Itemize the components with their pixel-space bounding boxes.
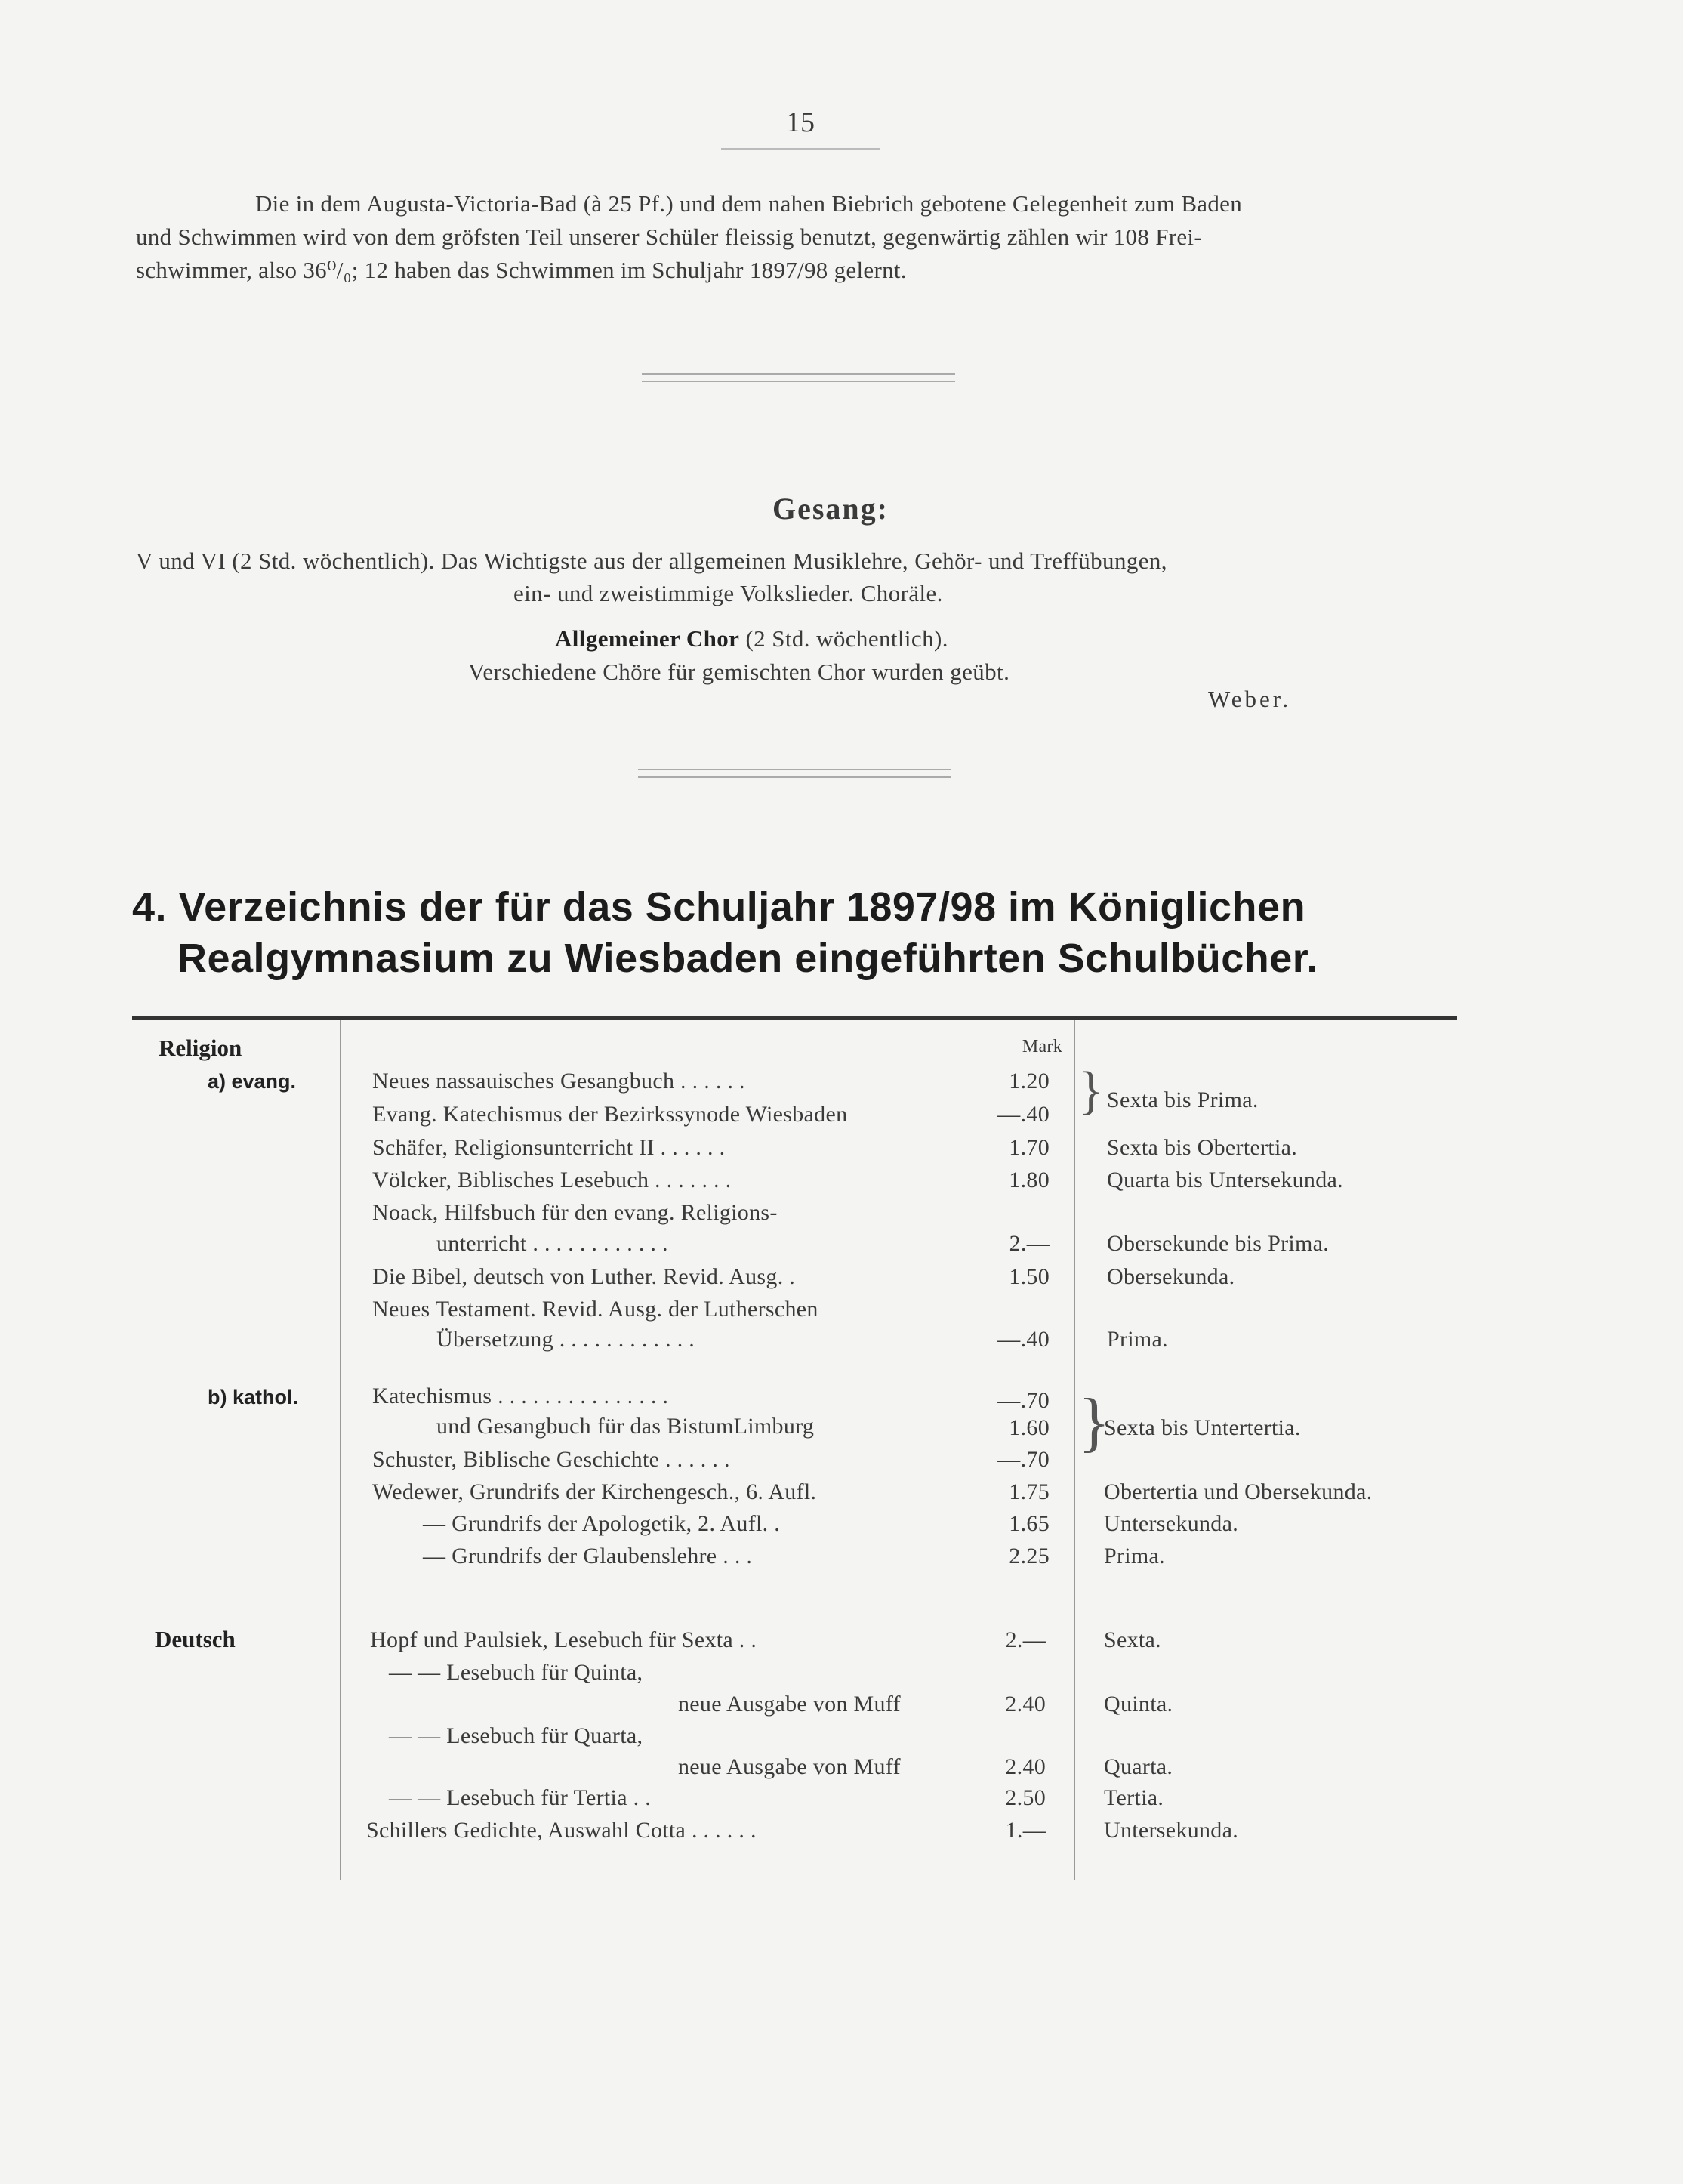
section-divider-2 [638, 769, 951, 778]
table-row-title: Noack, Hilfsbuch für den evang. Religions- [372, 1200, 778, 1225]
gesang-line-1: V und VI (2 Std. wöchentlich). Das Wichtigste aus der allgemeinen Musiklehre, Gehör- und Treffübungen, [136, 548, 1167, 574]
table-divider-left [340, 1020, 341, 1880]
table-row-title: Schäfer, Religionsunterricht II . . . . . . [372, 1135, 726, 1160]
table-row-price: 1.— [1005, 1818, 1046, 1843]
table-row-class: Quinta. [1104, 1692, 1173, 1717]
table-row-class: Obertertia und Obersekunda. [1104, 1479, 1373, 1504]
allgemeiner-chor-hours: (2 Std. wöchentlich). [739, 625, 948, 652]
table-row-price: —.70 [997, 1447, 1050, 1472]
evang-label: a) evang. [208, 1070, 297, 1093]
table-row-title: neue Ausgabe von Muff [678, 1754, 901, 1779]
deutsch-label: Deutsch [155, 1626, 236, 1652]
table-row-price: 1.50 [1009, 1264, 1050, 1289]
table-row-title: Wedewer, Grundrifs der Kirchengesch., 6. Aufl. [372, 1479, 817, 1504]
table-row-price: 2.— [1005, 1627, 1046, 1652]
table-row-price: 1.20 [1009, 1069, 1050, 1094]
table-row-title: Die Bibel, deutsch von Luther. Revid. Ausg. . [372, 1264, 796, 1289]
table-row-title: — Grundrifs der Apologetik, 2. Aufl. . [423, 1511, 781, 1536]
swim-paragraph [136, 187, 1465, 287]
table-row-class: Sexta bis Obertertia. [1107, 1135, 1298, 1160]
section-divider-1 [642, 373, 955, 382]
table-row-title: und Gesangbuch für das BistumLimburg [436, 1414, 815, 1439]
swim-line-1: Die in dem Augusta-Victoria-Bad (à 25 Pf.) und dem nahen Biebrich gebotene Gelegenheit zum Baden [255, 190, 1243, 217]
table-row-class: Untersekunda. [1104, 1511, 1239, 1536]
table-row-price: 2.40 [1005, 1692, 1046, 1717]
table-row-class: Sexta. [1104, 1627, 1161, 1652]
table-row-class: Obersekunda. [1107, 1264, 1235, 1289]
table-row-price: 1.80 [1009, 1168, 1050, 1192]
table-row-price: 1.75 [1009, 1479, 1050, 1504]
table-divider-right [1074, 1020, 1075, 1880]
table-row-price: —.40 [997, 1102, 1050, 1127]
table-row-title: Völcker, Biblisches Lesebuch . . . . . . . [372, 1168, 732, 1192]
religion-label: Religion [159, 1035, 242, 1061]
table-row-price: 2.25 [1009, 1544, 1050, 1569]
table-row-class: Quarta bis Untersekunda. [1107, 1168, 1343, 1192]
table-row-title: Katechismus . . . . . . . . . . . . . . . [372, 1384, 669, 1408]
table-row-title: neue Ausgabe von Muff [678, 1692, 901, 1717]
table-row-title: — — Lesebuch für Quinta, [389, 1660, 643, 1685]
brace-icon: } [1078, 1062, 1104, 1120]
table-row-price: 2.— [1009, 1231, 1050, 1256]
gesang-title: Gesang: [772, 492, 889, 526]
table-row-price: 1.60 [1009, 1415, 1050, 1440]
table-row-title: — — Lesebuch für Quarta, [389, 1723, 643, 1748]
section-4-title-line-1: 4. Verzeichnis der für das Schuljahr 1897/98 im Königlichen [132, 884, 1306, 930]
table-row-title: Übersetzung . . . . . . . . . . . . [436, 1327, 695, 1352]
table-row-class: Prima. [1107, 1327, 1168, 1352]
gesang-line-2: ein- und zweistimmige Volkslieder. Choräle. [513, 580, 943, 606]
table-row-price: 1.70 [1009, 1135, 1050, 1160]
table-row-class: Prima. [1104, 1544, 1165, 1569]
table-row-title: Hopf und Paulsiek, Lesebuch für Sexta . . [370, 1627, 757, 1652]
mark-header: Mark [1022, 1037, 1062, 1057]
gesang-signature: Weber. [1208, 686, 1292, 712]
table-row-title: — — Lesebuch für Tertia . . [389, 1785, 652, 1810]
gesang-line-4: Verschiedene Chöre für gemischten Chor wurden geübt. [468, 659, 1010, 685]
swim-line-3: schwimmer, also 36⁰/₀; 12 haben das Schwimmen im Schuljahr 1897/98 gelernt. [136, 257, 907, 283]
table-row-price: 2.50 [1005, 1785, 1046, 1810]
table-row-title: Schuster, Biblische Geschichte . . . . . . [372, 1447, 730, 1472]
table-row-title: Neues nassauisches Gesangbuch . . . . . . [372, 1069, 745, 1094]
table-row-title: Evang. Katechismus der Bezirkssynode Wiesbaden [372, 1102, 848, 1127]
gesang-line-3 [555, 625, 948, 652]
page-number: 15 [786, 106, 815, 138]
table-top-rule [132, 1016, 1457, 1020]
swim-line-2: und Schwimmen wird von dem gröfsten Teil unserer Schüler fleissig benutzt, gegenwärtig zählen wir 108 Frei- [136, 224, 1202, 250]
table-row-title: Schillers Gedichte, Auswahl Cotta . . . . . . [366, 1818, 757, 1843]
table-row-title: — Grundrifs der Glaubenslehre . . . [423, 1544, 753, 1569]
table-row-class: Quarta. [1104, 1754, 1173, 1779]
table-row-price: —.40 [997, 1327, 1050, 1352]
table-row-class: Untersekunda. [1104, 1818, 1239, 1843]
section-4-title-line-2: Realgymnasium zu Wiesbaden eingeführten Schulbücher. [177, 936, 1318, 981]
table-row-price: 2.40 [1005, 1754, 1046, 1779]
table-row-price: 1.65 [1009, 1511, 1050, 1536]
kathol-label: b) kathol. [208, 1386, 298, 1408]
table-row-title: unterricht . . . . . . . . . . . . [436, 1231, 668, 1256]
table-row-class: Obersekunde bis Prima. [1107, 1231, 1330, 1256]
brace-icon: } [1078, 1386, 1111, 1459]
kathol-group-class: Sexta bis Untertertia. [1104, 1415, 1301, 1440]
evang-group-class: Sexta bis Prima. [1107, 1087, 1259, 1112]
page-number-rule [721, 148, 880, 150]
allgemeiner-chor-label: Allgemeiner Chor [555, 625, 740, 652]
table-row-title: Neues Testament. Revid. Ausg. der Lutherschen [372, 1297, 818, 1322]
table-row-price: —.70 [997, 1388, 1050, 1413]
table-row-class: Tertia. [1104, 1785, 1164, 1810]
